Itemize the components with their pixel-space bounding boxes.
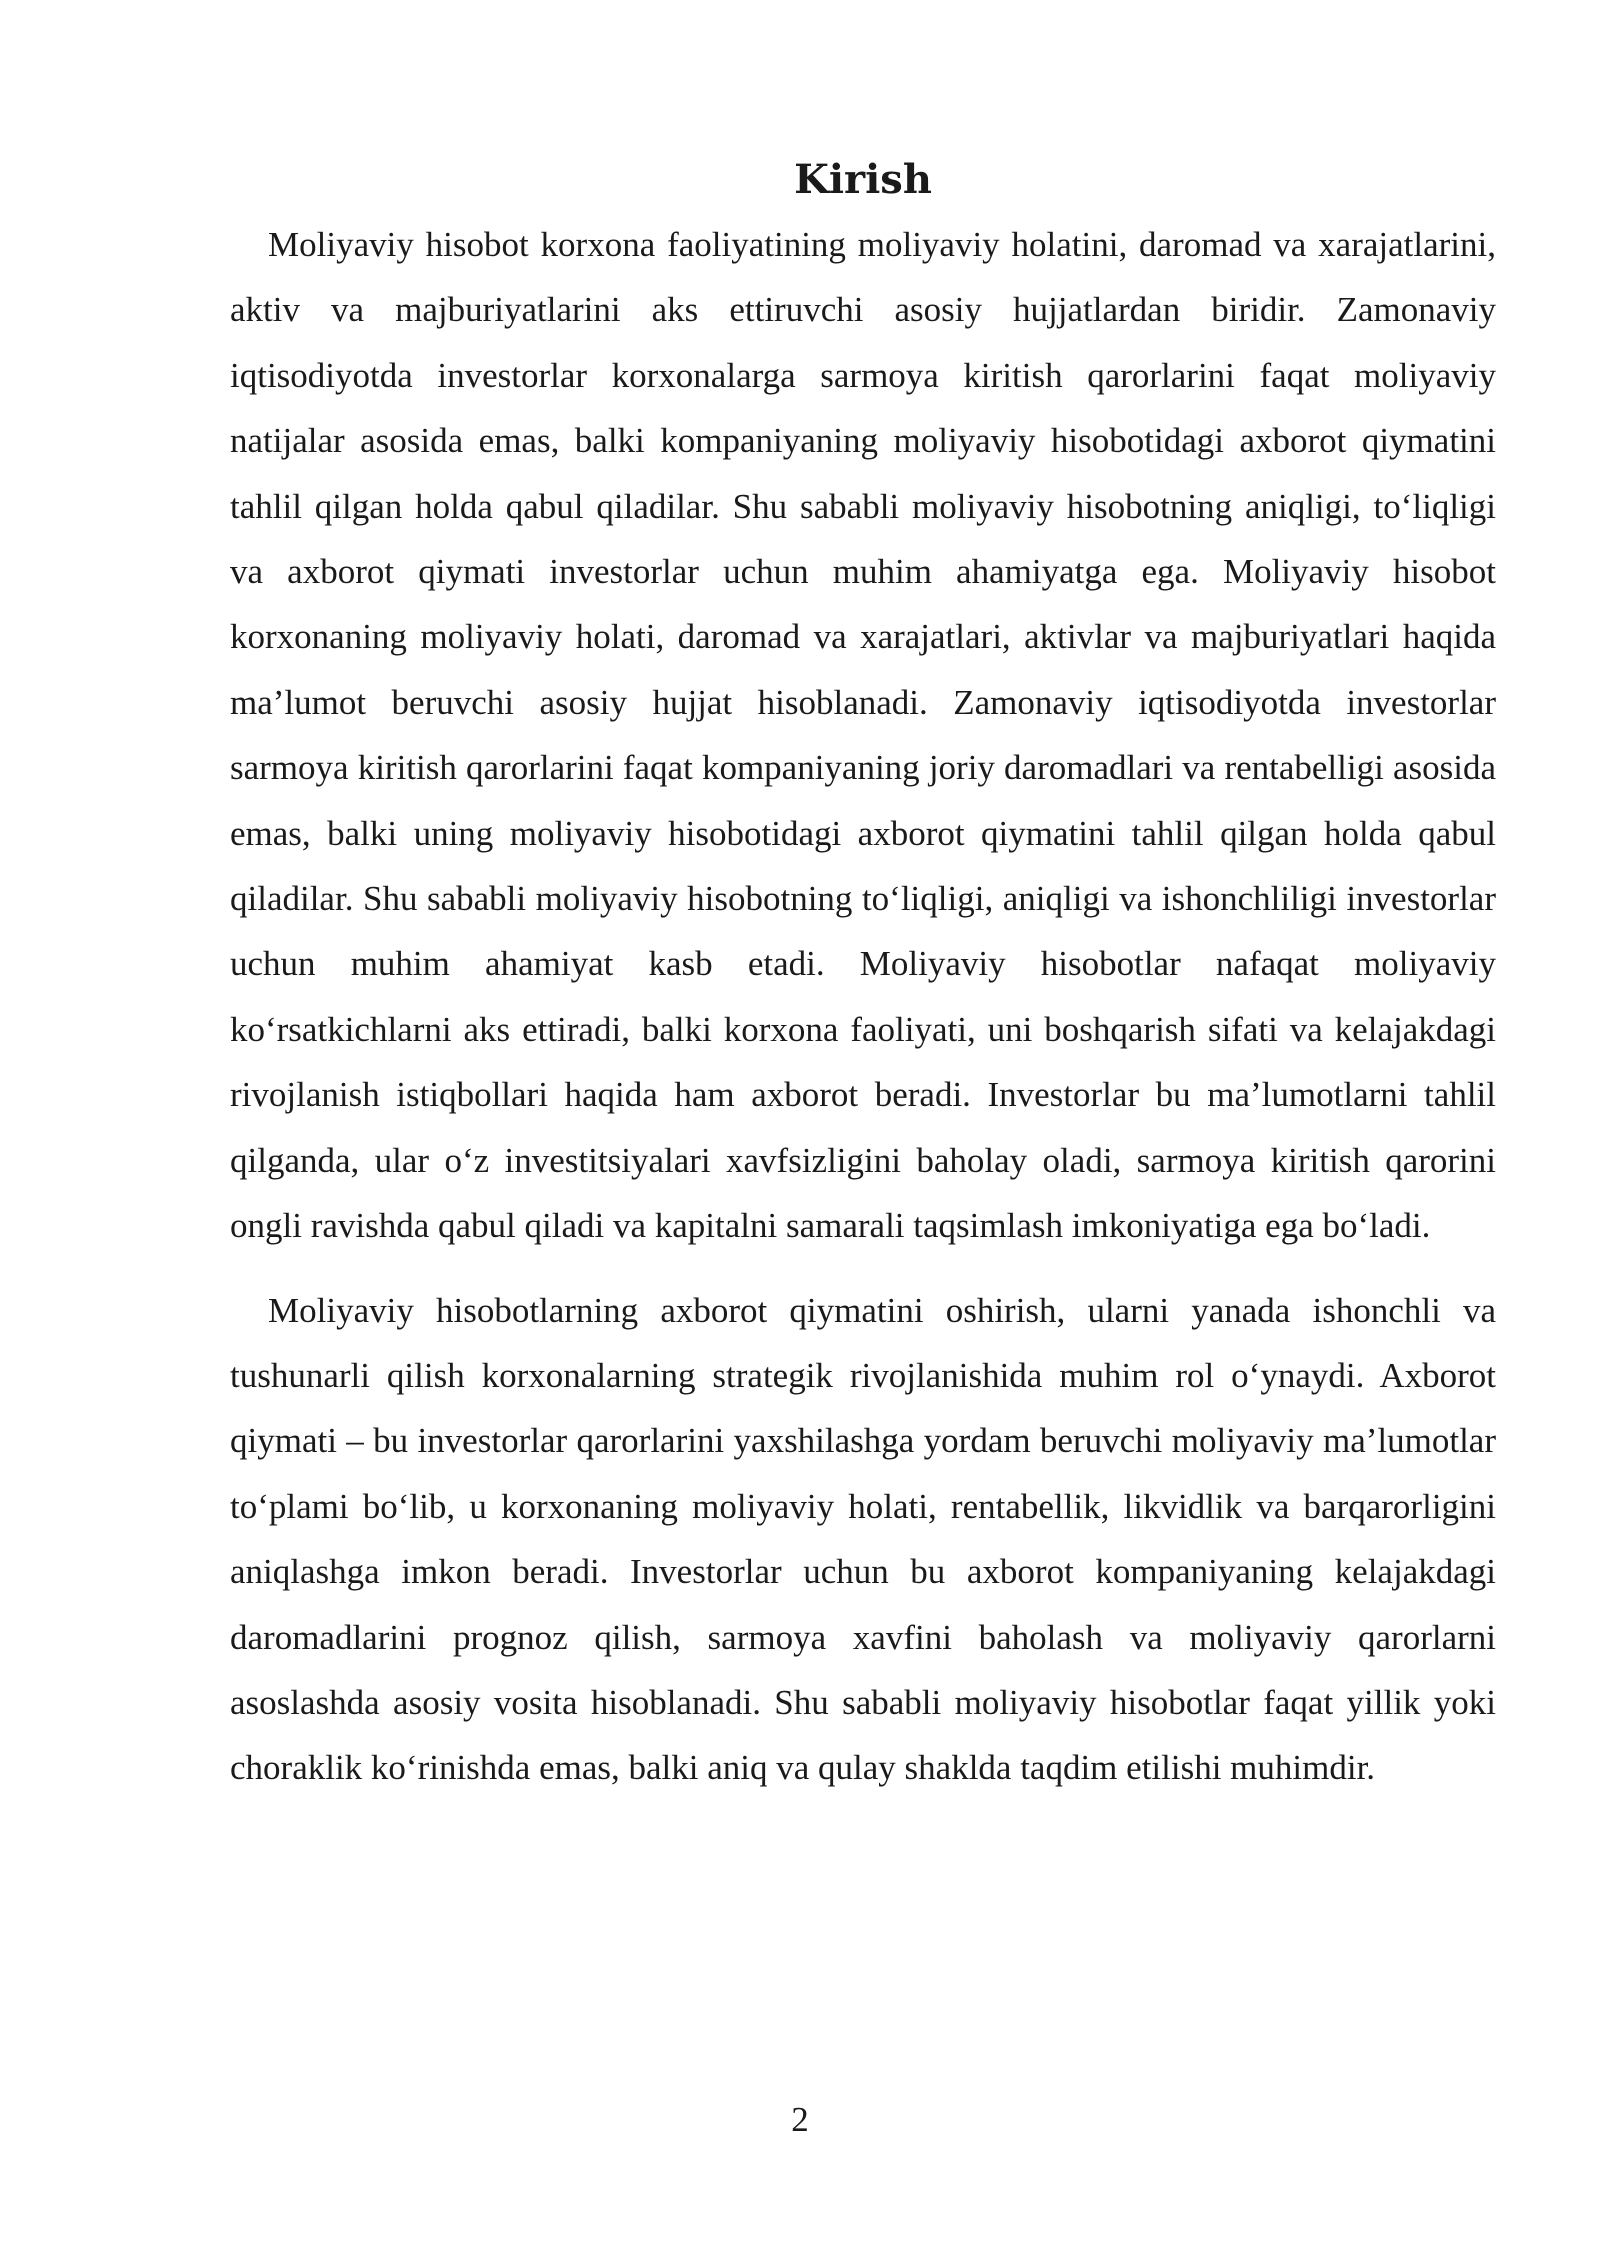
- paragraph-2: Moliyaviy hisobotlarning axborot qiymatini oshirish, ularni yanada ishonchli va tushunarli qilish korxonalarning strategik rivojlanishida muhim rol o‘ynaydi. Axborot qiymati – bu investorlar qarorlarini yaxshilashga yordam beruvchi moliyaviy ma’lumotlar to‘plami bo‘lib, u korxonaning moliyaviy holati, rentabellik, likvidlik va barqarorligini aniqlashga imkon beradi. Investorlar uchun bu axborot kompaniyaning kelajakdagi daromadlarini prognoz qilish, sarmoya xavfini baholash va moliyaviy qarorlarni asoslashda asosiy vosita hisoblanadi. Shu sababli moliyaviy hisobotlar faqat yillik yoki choraklik ko‘rinishda emas, balki aniq va qulay shaklda taqdim etilishi muhimdir.: [230, 1290, 1496, 1788]
- page-content: [230, 150, 1496, 1801]
- page-number: 2: [791, 2100, 809, 2139]
- section-title: Kirish: [794, 156, 932, 203]
- paragraph-1: Moliyaviy hisobot korxona faoliyatining moliyaviy holatini, daromad va xarajatlarini, aktiv va majburiyatlarini aks ettiruvchi asosiy hujjatlardan biridir. Zamonaviy iqtisodiyotda investorlar korxonalarga sarmoya kiritish qarorlarini faqat moliyaviy natijalar asosida emas, balki kompaniyaning moliyaviy hisobotidagi axborot qiymatini tahlil qilgan holda qabul qiladilar. Shu sababli moliyaviy hisobotning aniqligi, to‘liqligi va axborot qiymati investorlar uchun muhim ahamiyatga ega. Moliyaviy hisobot korxonaning moliyaviy holati, daromad va xarajatlari, aktivlar va majburiyatlari haqida ma’lumot beruvchi asosiy hujjat hisoblanadi. Zamonaviy iqtisodiyotda investorlar sarmoya kiritish qarorlarini faqat kompaniyaning joriy daromadlari va rentabelligi asosida emas, balki uning moliyaviy hisobotidagi axborot qiymatini tahlil qilgan holda qabul qiladilar. Shu sababli moliyaviy hisobotning to‘liqligi, aniqligi va ishonchliligi investorlar uchun muhim ahamiyat kasb etadi. Moliyaviy hisobotlar nafaqat moliyaviy ko‘rsatkichlarni aks ettiradi, balki korxona faoliyati, uni boshqarish sifati va kelajakdagi rivojlanish istiqbollari haqida ham axborot beradi. Investorlar bu ma’lumotlarni tahlil qilganda, ular o‘z investitsiyalari xavfsizligini baholay oladi, sarmoya kiritish qarorini ongli ravishda qabul qiladi va kapitalni samarali taqsimlash imkoniyatiga ega bo‘ladi.: [230, 225, 1496, 1246]
